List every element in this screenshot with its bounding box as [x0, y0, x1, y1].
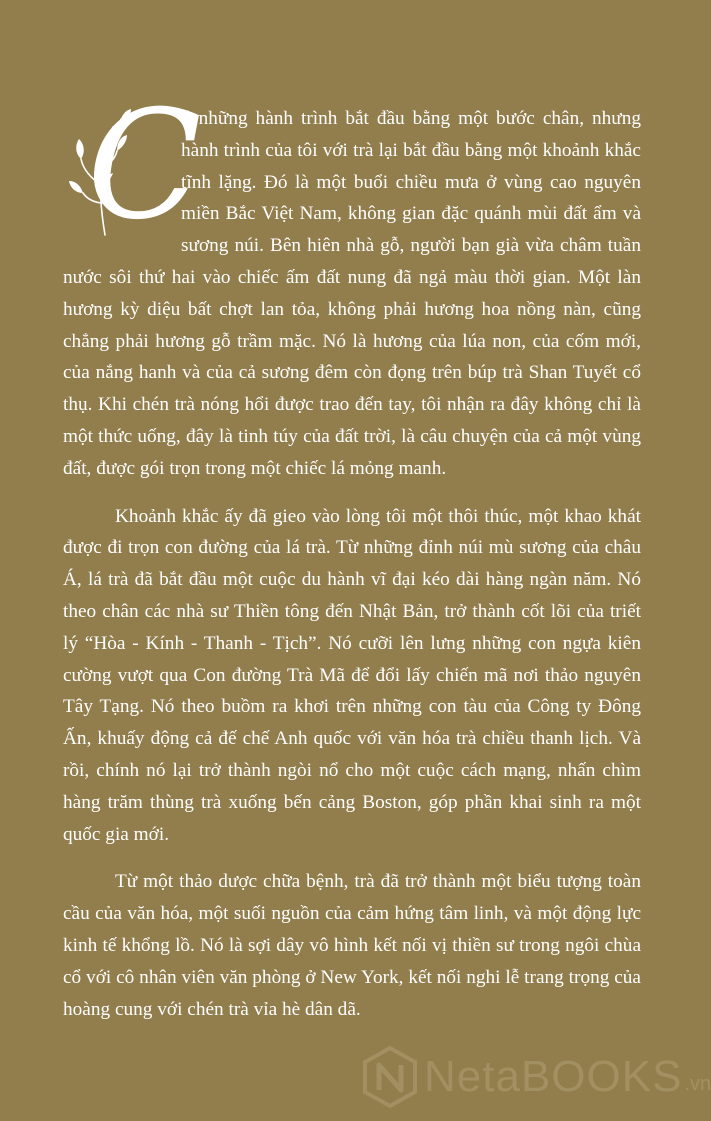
dropcap-letter: C [87, 79, 202, 253]
watermark-suffix: .vn [684, 1073, 711, 1095]
paragraph-2: Khoảnh khắc ấy đã gieo vào lòng tôi một thôi thúc, một khao khát được đi trọn con đường của lá trà. Từ những đỉnh núi mù sương của châu Á, lá trà đã bắt đầu một cuộc du hành vĩ đại kéo dài hàng ngàn năm. Nó theo chân các nhà sư Thiền tông đến Nhật Bản, trở thành cốt lõi của triết lý “Hòa - Kính - Thanh - Tịch”. Nó cưỡi lên lưng những con ngựa kiên cường vượt qua Con đường Trà Mã để đổi lấy chiến mã nơi thảo nguyên Tây Tạng. Nó theo buồm ra khơi trên những con tàu của Công ty Đông Ấn, khuấy động cả đế chế Anh quốc với văn hóa trà chiều thanh lịch. Và rồi, chính nó lại trở thành ngòi nổ cho một cuộc cách mạng, nhấn chìm hàng trăm thùng trà xuống bến cảng Boston, góp phần khai sinh ra một quốc gia mới. [63, 505, 641, 845]
netabooks-logo-icon [362, 1046, 418, 1108]
dropcap [61, 79, 202, 253]
paragraph-3: Từ một thảo dược chữa bệnh, trà đã trở thành một biểu tượng toàn cầu của văn hóa, một suối nguồn của cảm hứng tâm linh, và một động lực kinh tế khổng lồ. Nó là sợi dây vô hình kết nối vị thiền sư trong ngôi chùa cổ với cô nhân viên văn phòng ở New York, kết nối nghi lễ trang trọng của hoàng cung với chén trà vỉa hè dân dã. [63, 871, 641, 1020]
netabooks-watermark [362, 1044, 711, 1110]
paragraph-1 [63, 79, 641, 485]
body-text [63, 79, 641, 1041]
paragraph-1-text: ó những hành trình bắt đầu bằng một bước chân, nhưng hành trình của tôi với trà lại bắt đầu bằng một khoảnh khắc tĩnh lặng. Đó là một buổi chiều mưa ở vùng cao nguyên miền Bắc Việt Nam, không gian đặc quánh mùi đất ẩm và sương núi. Bên hiên nhà gỗ, người bạn già vừa châm tuần nước sôi thứ hai vào chiếc ấm đất nung đã ngả màu thời gian. Một làn hương kỳ diệu bất chợt lan tỏa, không phải hương hoa nồng nàn, cũng chẳng phải hương gỗ trầm mặc. Nó là hương của lúa non, của cốm mới, của nắng hanh và của cả sương đêm còn đọng trên búp trà Shan Tuyết cổ thụ. Khi chén trà nóng hổi được trao đến tay, tôi nhận ra đây không chỉ là một thức uống, đây là tinh túy của đất trời, là câu chuyện của cả một vùng đất, được gói trọn trong một chiếc lá mỏng manh. [63, 108, 641, 479]
watermark-brand: NetaBOOKS [424, 1052, 683, 1101]
